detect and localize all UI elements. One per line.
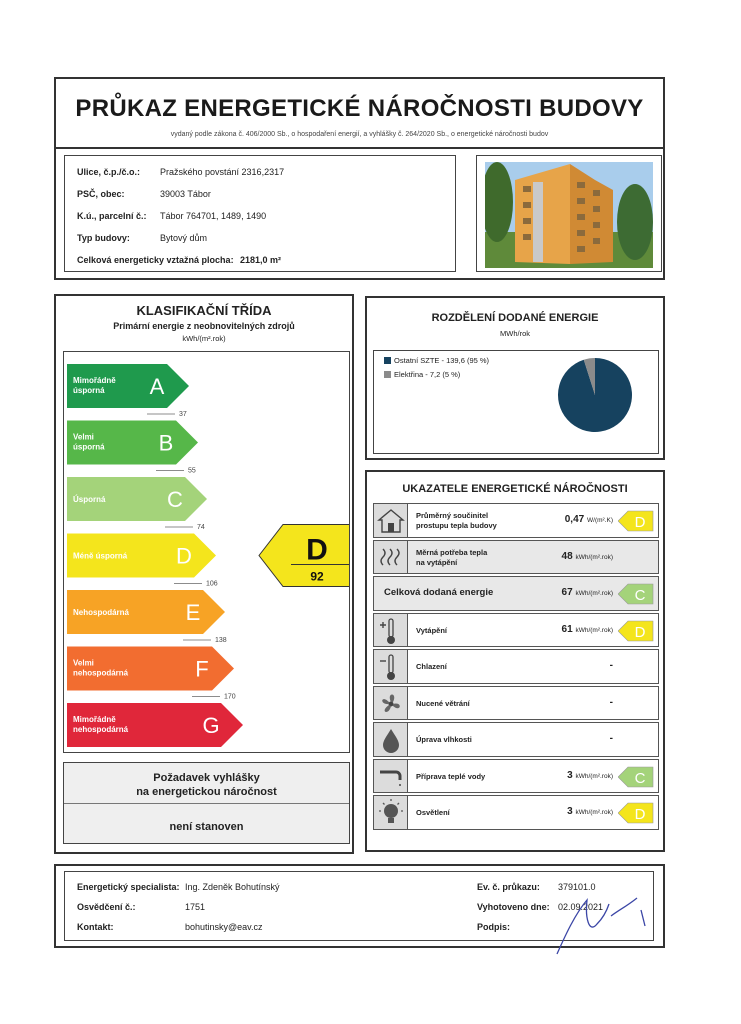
- current-class-marker: [259, 525, 349, 587]
- indicator-label: [416, 626, 447, 636]
- indicator-row-8: [373, 795, 659, 830]
- class-g-bar: [67, 703, 243, 747]
- building-photo-frame: [476, 155, 662, 272]
- indicator-label-line: Celková dodaná energie: [384, 587, 494, 599]
- class-g-label: nehospodárná: [73, 725, 129, 734]
- indicator-label: [416, 808, 450, 818]
- cert-number-label: Osvědčení č.:: [77, 902, 136, 912]
- indicator-class-letter: C: [634, 587, 646, 605]
- indicator-number: 67: [561, 587, 576, 599]
- building-address-box: [64, 155, 456, 272]
- class-a-bar: [67, 364, 189, 418]
- street-value: Pražského povstání 2316,2317: [160, 167, 285, 177]
- legend-swatch-szte: [384, 357, 391, 364]
- indicator-class-badge: [618, 620, 654, 642]
- indicator-number: 3: [567, 769, 576, 781]
- indicator-label: [416, 662, 447, 672]
- indicator-label-line: Osvětlení: [416, 808, 450, 818]
- class-b-bar: [67, 421, 198, 475]
- distribution-unit: MWh/rok: [500, 329, 530, 338]
- classification-subtitle: Primární energie z neobnovitelných zdrojů: [113, 321, 295, 331]
- distribution-chart-box: [373, 350, 659, 454]
- parcel-label: K.ú., parcelní č.:: [77, 211, 147, 221]
- contact-value: bohutinsky@eav.cz: [185, 922, 263, 932]
- ev-number-label: Ev. č. průkazu:: [477, 882, 540, 892]
- classification-title: KLASIFIKAČNÍ TŘÍDA: [136, 303, 272, 318]
- requirement-value: není stanoven: [169, 821, 244, 833]
- indicator-value: [567, 770, 613, 781]
- indicator-label: [384, 588, 493, 598]
- indicator-number: 3: [567, 806, 576, 818]
- indicator-row-1: [373, 540, 659, 575]
- handwritten-signature: [545, 896, 655, 956]
- class-f-label: nehospodárná: [73, 668, 129, 678]
- class-f-bar: [67, 647, 236, 701]
- current-class-letter: D: [306, 533, 328, 567]
- indicator-class-badge: [618, 583, 654, 605]
- indicator-class-letter: D: [634, 806, 646, 824]
- indicator-label: [416, 511, 497, 531]
- energy-distribution-panel: [365, 296, 665, 460]
- requirement-divider: [64, 803, 349, 804]
- thermometer-minus-icon: [374, 650, 408, 683]
- distribution-title: ROZDĚLENÍ DODANÉ ENERGIE: [431, 312, 599, 324]
- building-type-value: Bytový dům: [160, 233, 208, 243]
- building-photo: [485, 162, 653, 268]
- class-e-bar: [67, 590, 227, 644]
- indicator-class-badge: [618, 766, 654, 788]
- class-e-label: Nehospodárná: [73, 608, 130, 617]
- class-b-letter: B: [158, 430, 174, 456]
- indicator-label-line: Vytápění: [416, 625, 447, 635]
- indicator-number: -: [609, 696, 613, 708]
- class-a-letter: A: [149, 374, 165, 399]
- indicator-row-3: [373, 613, 659, 648]
- fan-icon: [374, 687, 408, 720]
- indicator-value: [610, 697, 613, 708]
- indicator-label: [416, 772, 485, 782]
- legend-swatch-electricity: [384, 371, 391, 378]
- issued-date-value: 02.09.2021: [558, 902, 604, 912]
- thermometer-plus-icon: [374, 614, 408, 647]
- class-a-label: Mimořádně: [73, 376, 116, 385]
- indicator-label-line: Průměrný součinitel: [416, 511, 489, 521]
- legend-label-electricity: Elektřina - 7,2 (5 %): [394, 370, 461, 379]
- area-label: Celková energeticky vztažná plocha:: [77, 255, 234, 265]
- legend-item-electricity: [384, 370, 460, 379]
- indicator-class-letter: C: [634, 769, 646, 787]
- indicator-value: [562, 587, 613, 598]
- indicator-value: [565, 514, 613, 525]
- indicator-unit: kWh/(m².rok): [575, 626, 613, 634]
- indicator-number: -: [609, 733, 613, 745]
- indicators-title: UKAZATELE ENERGETICKÉ NÁROČNOSTI: [402, 483, 628, 495]
- indicator-class-badge: [618, 510, 654, 532]
- requirement-title: [64, 771, 349, 799]
- faucet-icon: [374, 760, 408, 793]
- class-b-label: úsporná: [73, 442, 105, 452]
- indicator-unit: W/(m².K): [587, 517, 613, 525]
- building-info-panel: [54, 149, 665, 280]
- certificate-title: PRŮKAZ ENERGETICKÉ NÁROČNOSTI BUDOVY: [75, 95, 644, 122]
- heat-waves-icon: [374, 541, 408, 574]
- indicator-value: [610, 733, 613, 744]
- indicator-label: [416, 548, 487, 568]
- indicator-number: 0,47: [564, 514, 587, 526]
- specialist-box: [64, 871, 654, 941]
- energy-class-scale-graphic: [64, 352, 349, 752]
- indicator-value: [562, 551, 613, 562]
- indicator-row-4: [373, 649, 659, 684]
- droplet-icon: [374, 723, 408, 756]
- indicator-label-line: Chlazení: [416, 662, 447, 672]
- indicator-label-line: na vytápění: [416, 557, 458, 567]
- indicator-label: [416, 735, 472, 745]
- current-class-value: 92: [310, 569, 324, 584]
- class-e-letter: E: [185, 600, 201, 625]
- class-e-threshold: 138: [215, 637, 227, 644]
- indicator-value: [562, 624, 613, 635]
- requirement-box: [63, 762, 350, 844]
- specialist-label: Energetický specialista:: [77, 882, 180, 892]
- indicators-panel: [365, 470, 665, 852]
- requirement-title-line2: na energetickou náročnost: [136, 786, 277, 798]
- class-c-threshold: 74: [197, 524, 205, 531]
- indicator-class-badge: [618, 802, 654, 824]
- indicator-label-line: Úprava vlhkosti: [416, 735, 472, 745]
- parcel-value: Tábor 764701, 1489, 1490: [160, 211, 267, 221]
- class-d-threshold: 106: [206, 580, 218, 588]
- indicator-unit: kWh/(m².rok): [575, 772, 613, 780]
- class-a-threshold: 37: [179, 411, 187, 418]
- indicator-class-letter: D: [634, 623, 646, 641]
- indicator-unit: kWh/(m².rok): [575, 809, 613, 817]
- street-label: Ulice, č.p./č.o.:: [77, 167, 141, 177]
- indicator-number: 61: [561, 623, 576, 635]
- indicator-number: -: [609, 660, 613, 672]
- energy-class-scale: [63, 351, 350, 753]
- class-b-label: Velmi: [73, 432, 94, 442]
- house-icon: [374, 504, 408, 537]
- legend-item-szte: [384, 356, 489, 365]
- class-f-label: Velmi: [73, 658, 94, 668]
- current-class-arrow: [259, 525, 349, 587]
- distribution-pie-chart: [555, 355, 635, 435]
- indicator-class-letter: D: [634, 514, 646, 532]
- legend-label-szte: Ostatní SZTE - 139,6 (95 %): [394, 356, 490, 365]
- indicator-value: [567, 806, 613, 817]
- indicator-value: [610, 660, 613, 671]
- classification-panel: [54, 294, 354, 854]
- indicator-unit: kWh/(m².rok): [575, 590, 613, 598]
- class-a-label: úsporná: [73, 386, 105, 395]
- certificate-subtitle: vydaný podle zákona č. 406/2000 Sb., o hospodaření energií, a vyhlášky č. 264/2020 Sb., o energetické náročnosti budov: [170, 131, 549, 138]
- class-f-letter: F: [195, 656, 209, 682]
- requirement-title-line1: Požadavek vyhlášky: [153, 772, 260, 784]
- indicator-label-line: Měrná potřeba tepla: [416, 547, 488, 557]
- building-type-label: Typ budovy:: [77, 233, 130, 243]
- class-d-letter: D: [176, 543, 192, 569]
- indicator-row-0: [373, 503, 659, 538]
- city-label: PSČ, obec:: [77, 189, 125, 199]
- specialist-panel: [54, 864, 665, 948]
- indicator-label-line: Nucené větrání: [416, 698, 470, 708]
- class-g-label: Mimořádně: [73, 715, 116, 724]
- area-value: 2181,0 m²: [240, 255, 282, 265]
- class-c-letter: C: [167, 487, 183, 512]
- indicator-row-2: [373, 576, 659, 611]
- indicator-label: [416, 699, 470, 709]
- contact-label: Kontakt:: [77, 922, 114, 932]
- class-g-letter: G: [202, 713, 220, 738]
- class-b-threshold: 55: [188, 467, 196, 475]
- city-value: 39003 Tábor: [160, 189, 211, 199]
- signature-label: Podpis:: [477, 922, 510, 932]
- indicator-unit: kWh/(m².rok): [575, 553, 613, 561]
- indicator-row-6: [373, 722, 659, 757]
- class-d-bar: [67, 534, 218, 588]
- certificate-header: [54, 77, 665, 149]
- issued-date-label: Vyhotoveno dne:: [477, 902, 550, 912]
- indicator-row-5: [373, 686, 659, 721]
- indicator-row-7: [373, 759, 659, 794]
- indicator-label-line: Příprava teplé vody: [416, 771, 486, 781]
- specialist-value: Ing. Zdeněk Bohutínský: [185, 882, 280, 892]
- classification-unit: kWh/(m².rok): [182, 334, 226, 343]
- cert-number-value: 1751: [185, 902, 206, 912]
- class-f-threshold: 170: [224, 693, 236, 701]
- class-d-label: Méně úsporná: [73, 551, 128, 561]
- class-c-bar: [67, 477, 207, 531]
- ev-number-value: 379101.0: [558, 882, 596, 892]
- indicator-number: 48: [561, 550, 576, 562]
- indicator-label-line: prostupu tepla budovy: [416, 521, 497, 531]
- bulb-icon: [374, 796, 408, 829]
- class-c-label: Úsporná: [73, 495, 106, 504]
